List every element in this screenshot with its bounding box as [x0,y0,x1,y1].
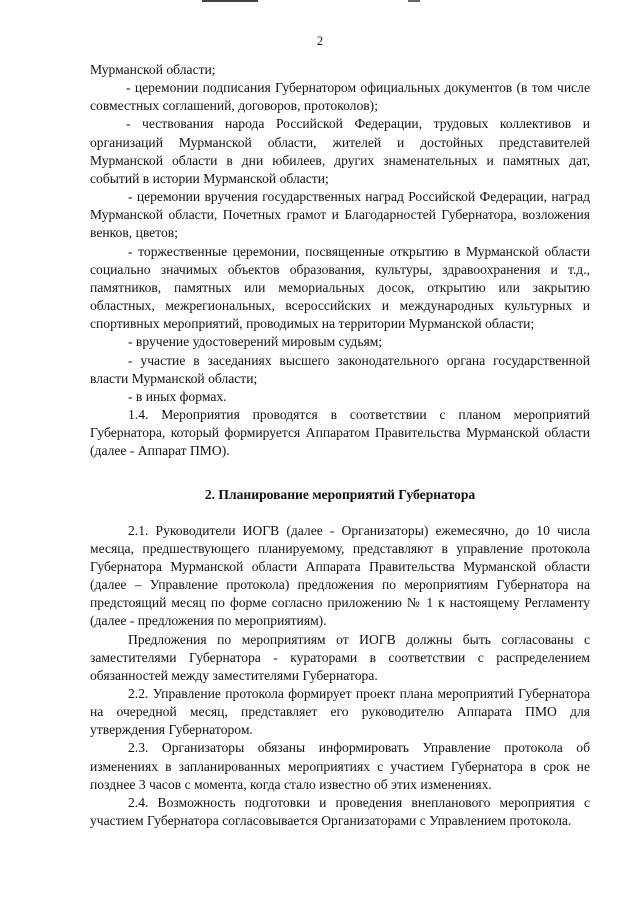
list-item: - церемонии подписания Губернатором официальных документов (в том числе совместных соглашений, договоров, протоколов); [90,80,590,114]
document-body [90,61,590,830]
paragraph: Предложения по мероприятиям от ИОГВ должны быть согласованы с заместителями Губернатора - кураторами в соответствии с распределением обязанностей между заместителями Губернатора. [90,631,590,683]
list-item: - торжественные церемонии, посвященные открытию в Мурманской области социально значимых объектов образования, культуры, здравоохранения и т.д., памятников, памятных или мемориальных досок, открытию или закрытию областных, межрегиональных, всероссийских и международных культурных и спортивных мероприятий, проводимых на территории Мурманской области; [90,243,590,332]
scan-artifact [190,0,450,4]
text-line: Мурманской области; [90,62,216,77]
list-item: - в иных формах. [128,388,227,404]
paragraph: 1.4. Мероприятия проводятся в соответствии с планом мероприятий Губернатора, который формируется Аппаратом Правительства Мурманской области (далее - Аппарат ПМО). [90,406,590,459]
page-number: 2 [316,34,324,48]
list-item: - вручение удостоверений мировым судьям; [128,334,383,350]
scan-mark [408,0,420,2]
list-item: - участие в заседаниях высшего законодательного органа государственной власти Мурманской области; [90,352,590,386]
list-item: - чествования народа Российской Федерации, трудовых коллективов и организаций Мурманской области, жителей и достойных представителей Мурманской области в дни юбилеев, других знаменательных и памятных дат, событий в истории Мурманской области; [90,116,590,186]
section-heading: 2. Планирование мероприятий Губернатора [204,487,476,503]
paragraph: 2.4. Возможность подготовки и проведения внепланового мероприятия с участием Губернатора согласовывается Организаторами с Управлением протокола. [90,794,590,829]
paragraph: 2.1. Руководители ИОГВ (далее - Организаторы) ежемесячно, до 10 числа месяца, предшествующего планируемому, представляют в управление протокола Губернатора Мурманской области Аппарата Правительства Мурманской области (далее – Управление протокола) предложения по мероприятиям Губернатора на предстоящий месяц по форме согласно приложению № 1 к настоящему Регламенту (далее - предложения по мероприятиям). [90,522,590,629]
paragraph: 2.3. Организаторы обязаны информировать Управление протокола об изменениях в запланированных мероприятиях с участием Губернатора в срок не позднее 3 часов с момента, когда стало известно об этих изменениях. [90,740,590,792]
list-item: - церемонии вручения государственных наград Российской Федерации, наград Мурманской области, Почетных грамот и Благодарностей Губернатора, возложения венков, цветов; [90,189,590,241]
paragraph: 2.2. Управление протокола формирует проект плана мероприятий Губернатора на очередной месяц, представляет его руководителю Аппарата ПМО для утверждения Губернатором. [90,686,590,738]
scan-mark [202,0,258,2]
